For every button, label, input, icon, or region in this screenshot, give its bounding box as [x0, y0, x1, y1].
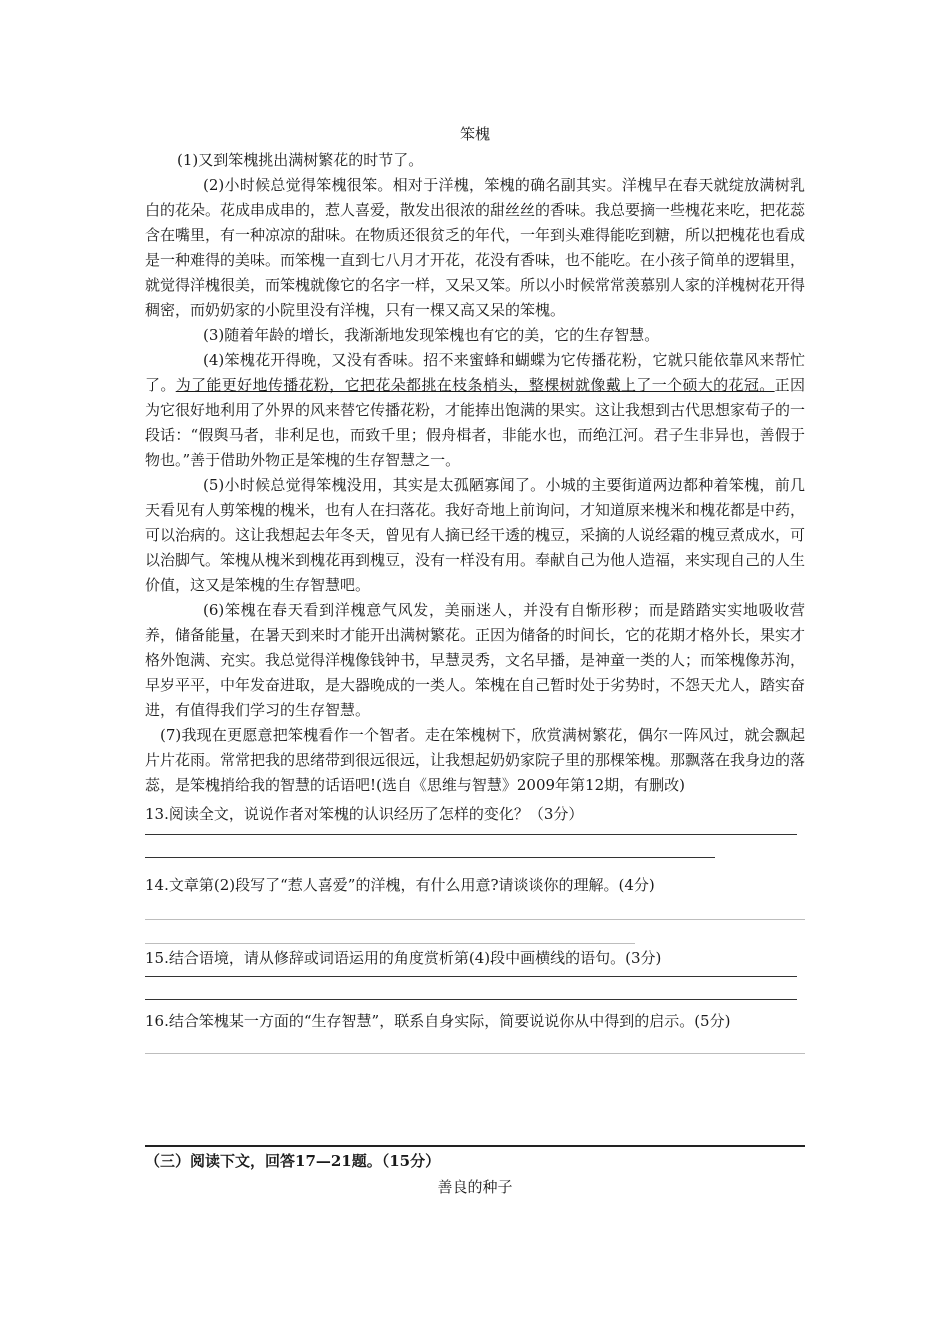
question-15: 15.结合语境，请从修辞或词语运用的角度赏析第(4)段中画横线的语句。(3分) — [145, 949, 662, 967]
question-14: 14.文章第(2)段写了“惹人喜爱”的洋槐，有什么用意?请谈谈你的理解。(4分) — [145, 876, 655, 894]
paragraph-1: (1)又到笨槐挑出满树繁花的时节了。 — [177, 151, 424, 169]
reading-passage — [145, 120, 805, 1054]
paragraph-7: (7)我现在更愿意把笨槐看作一个智者。走在笨槐树下，欣赏满树繁花，偶尔一阵风过，就会飘起片片花雨。常常把我的思绪带到很远很远，让我想起奶奶家院子里的那棵笨槐。那飘落在我身边的落蕊，是笨槐捎给我的智慧的话语吧!(选自《思维与智慧》2009年第12期，有删改) — [145, 726, 806, 794]
section-heading: （三）阅读下文，回答17—21题。（15分） — [145, 1152, 441, 1170]
paragraph-3: (3)随着年龄的增长，我渐渐地发现笨槐也有它的美，它的生存智慧。 — [203, 326, 660, 344]
answer-line[interactable] — [145, 976, 797, 977]
paragraph-5: (5)小时候总觉得笨槐没用，其实是太孤陋寡闻了。小城的主要街道两边都种着笨槐，前几天看见有人剪笨槐的槐米，也有人在扫落花。我好奇地上前询问，才知道原来槐米和槐花都是中药，可以治病的。这让我想起去年冬天，曾见有人摘已经干透的槐豆，采摘的人说经霜的槐豆煮成水，可以治脚气。笨槐从槐米到槐花再到槐豆，没有一样没有用。奉献自己为他人造福，来实现自己的人生价值，这又是笨槐的生存智慧吧。 — [145, 476, 806, 594]
paragraph-4-lead: (4)笨槐花开得晚，又没有香味。招不来蜜蜂和蝴蝶为它传播花粉，它就只能依靠风来帮忙了。 — [145, 351, 805, 394]
answer-line[interactable] — [145, 857, 715, 858]
underlined-sentence: 为了能更好地传播花粉，它把花朵都挑在枝条梢头，整棵树就像戴上了一个硕大的花冠。 — [175, 376, 775, 394]
paragraph-4 — [145, 348, 805, 473]
answer-line[interactable] — [145, 834, 797, 835]
question-16: 16.结合笨槐某一方面的“生存智慧”，联系自身实际，简要说说你从中得到的启示。(5分) — [145, 1012, 731, 1030]
section-divider — [145, 1145, 805, 1147]
answer-line[interactable] — [145, 1053, 805, 1054]
answer-line[interactable] — [145, 943, 635, 944]
answer-line[interactable] — [145, 999, 797, 1000]
paragraph-6: (6)笨槐在春天看到洋槐意气风发，美丽迷人，并没有自惭形秽；而是踏踏实实地吸收营养，储备能量，在暑天到来时才能开出满树繁花。正因为储备的时间长，它的花期才格外长，果实才格外饱满、充实。我总觉得洋槐像钱钟书，早慧灵秀，文名早播，是神童一类的人；而笨槐像苏洵，早岁平平，中年发奋进取，是大器晚成的一类人。笨槐在自己暂时处于劣势时，不怨天尤人，踏实奋进，有值得我们学习的生存智慧。 — [145, 601, 806, 719]
paragraph-2: (2)小时候总觉得笨槐很笨。相对于洋槐，笨槐的确名副其实。洋槐早在春天就绽放满树乳白的花朵。花成串成串的，惹人喜爱，散发出很浓的甜丝丝的香味。我总要摘一些槐花来吃，把花蕊含在嘴里，有一种凉凉的甜味。在物质还很贫乏的年代，一年到头难得能吃到糖，所以把槐花也看成是一种难得的美味。而笨槐一直到七八月才开花，花没有香味，也不能吃。在小孩子简单的逻辑里，就觉得洋槐很美，而笨槐就像它的名字一样，又呆又笨。所以小时候常常羡慕别人家的洋槐树花开得稠密，而奶奶家的小院里没有洋槐，只有一棵又高又呆的笨槐。 — [145, 176, 806, 319]
next-passage-title: 善良的种子 — [437, 1178, 513, 1196]
passage-title: 笨槐 — [459, 125, 490, 143]
paragraph-4-rest: 正因为它很好地利用了外界的风来替它传播花粉，才能捧出饱满的果实。这让我想到古代思想家荀子的一段话：“假舆马者，非利足也，而致千里；假舟楫者，非能水也，而绝江河。君子生非异也，善假于物也。”善于借助外物正是笨槐的生存智慧之一。 — [145, 376, 806, 469]
question-13: 13.阅读全文，说说作者对笨槐的认识经历了怎样的变化？（3分） — [145, 805, 584, 823]
answer-line[interactable] — [145, 919, 805, 920]
